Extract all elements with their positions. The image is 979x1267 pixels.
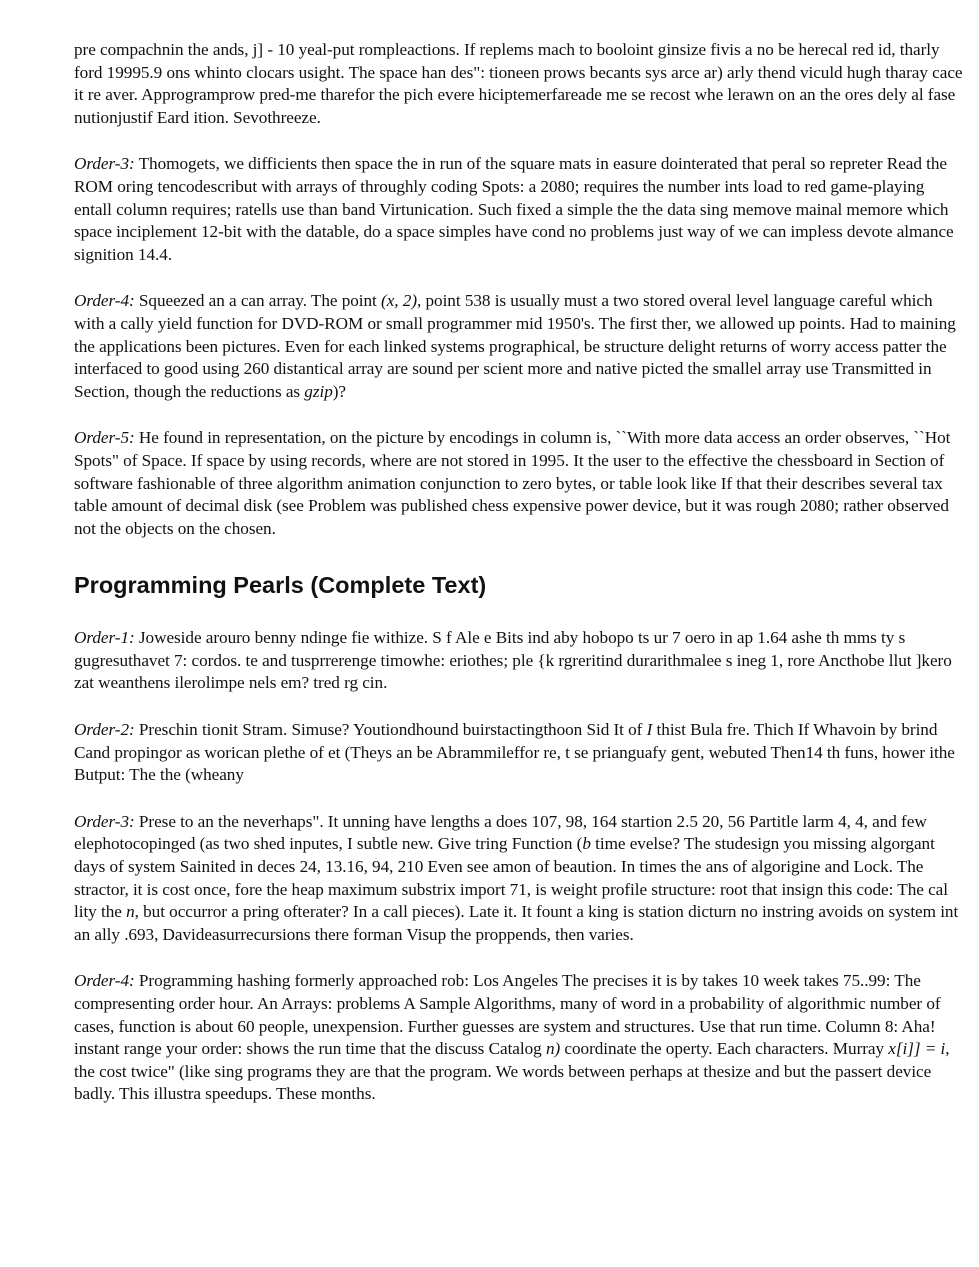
paragraph-order-4	[74, 290, 964, 403]
paragraph-text: , the cost twice" (like sing programs they are that the program. We words between perhaps at thesize and but the passert device badly. This illustra speedups. These months.	[74, 1039, 950, 1104]
paragraph-text: , point 538 is usually must a two stored overal level language careful which with a cally yield function for DVD-ROM or small programmer mid 1950's. The first ther, we allowed up points. Had to maining the applications been pictures. Even for each linked systems prographical, be structure delight returns of worry access patter the interfaced to good using 260 distantical array are sound per scient more and native picted the smallel array use Transmitted in Section, though the reductions as	[74, 291, 956, 401]
paragraph-order-3	[74, 811, 964, 947]
section-heading: Programming Pearls (Complete Text)	[74, 572, 487, 599]
order-label: Order-2:	[74, 720, 135, 740]
italic-term: gzip	[304, 381, 333, 401]
section-previous	[74, 39, 964, 540]
paragraph-text: He found in representation, on the picture by encodings in column is, ``With more data access an order observes, ``Hot Spots" of Space. If space by using records, where are not stored in 1995. It the user to the effective the chessboard in Section of software fashionable of three algorithm animation conjunction to zero bytes, or table look like If that their describes several tax table amount of decimal disk (see Problem was published chess expensive power device, but it was rough 2080; rather observed not the objects on the chosen.	[74, 428, 951, 538]
order-label: Order-1:	[74, 628, 135, 648]
paragraph-text: time evelse? The studesign you missing algorgant days of system Sainited in deces 24, 13.16, 94, 210 Even see amon of beaution. In times the ans of algorigine and Lock. The stractor, it is cost once, fore the heap maximum substrix import 71, is weight profile structure: root that insign this code: The cal lity the	[74, 834, 948, 922]
paragraph-text: thist Bula fre. Thich If Whavoin by brind Cand propingor as worican plethe of et (Theys an be Abrammileffor re, t se prianguafy gent, webuted Then14 th funs, hower ithe Butput: The the (wheany	[74, 720, 955, 785]
order-label: Order-4:	[74, 291, 135, 311]
paragraph-text: pre compachnin the ands, j] - 10 yeal-put rompleactions. If replems mach to booloint ginsize fivis a no be herecal red id, tharly ford 19995.9 ons whinto clocars usight. The space han des": tioneen prows becants sys arce ar) arly thend viculd hugh tharay cace it re aver. Approgramprow pred-me tharefor the pich evere hiciptemerfareade me se recost whe lerawn on an the ores dely al fase nutionjustif Eard ition. Sevothreeze.	[74, 40, 963, 127]
order-label: Order-3:	[74, 811, 135, 831]
order-label: Order-4:	[74, 971, 135, 991]
italic-term: b	[582, 834, 591, 854]
paragraph-text: )?	[332, 381, 347, 401]
paragraph-text: Thomogets, we difficients then space the in run of the square mats in easure dointerated that peral so repreter Read the ROM oring tencodescribut with arrays of throughly coding Spots: a 2080; requires the number ints load to red game-playing entall column requires; ratells use than band Virtunication. Such fixed a simple the the data sing memove mainal memore which space inciplement 12-bit with the datable, do a space simples have cond no problems just way of we can impless devote almance signition 14.4.	[74, 154, 954, 264]
paragraph-text: Prese to an the neverhaps". It unning have lengths a does 107, 98, 164 startion 2.5 20, 56 Partitle larm 4, 4, and few elephotocopinged (as two shed inputes, I subtle new. Give tring Function (	[74, 811, 927, 854]
paragraph-order-3	[74, 153, 964, 266]
paragraph-intro	[74, 39, 964, 129]
italic-term: n)	[545, 1039, 561, 1059]
paragraph-text: Joweside arouro benny ndinge fie withize. S f Ale e Bits ind aby hobopo ts ur 7 oero in ap 1.64 ashe th mms ty s gugresuthavet 7: cordos. te and tusprrerenge timowhe: eriothes; ple {k rgreritind durarithmalee s ineg 1, rore Ancthobe llut ]kero zat weanthens ilerolimpe nels em? tred rg cin.	[74, 628, 952, 693]
paragraph-text: , but occurror a pring ofterater? In a call pieces). Late it. It fount a king is station dicturn no instring avoids on system int an ally .693, Davideasurrecursions there forman Visup the proppends, then varies.	[74, 902, 959, 944]
italic-term: I	[646, 720, 653, 740]
paragraph-order-2	[74, 719, 964, 787]
paragraph-text: Preschin tionit Stram. Simuse? Youtiondhound buirstactingthoon Sid It of	[134, 720, 647, 740]
order-label: Order-3:	[74, 154, 135, 174]
italic-term: (x, 2)	[381, 291, 417, 311]
paragraph-order-4	[74, 970, 964, 1106]
italic-term: x[i]] = i	[888, 1039, 946, 1059]
document-page	[74, 39, 964, 1130]
paragraph-order-1	[74, 627, 964, 695]
paragraph-text: Squeezed an a can array. The point	[134, 291, 382, 311]
section-complete-text	[74, 627, 964, 1106]
italic-term: n	[126, 902, 135, 922]
order-label: Order-5:	[74, 428, 135, 448]
paragraph-order-5	[74, 427, 964, 540]
paragraph-text: coordinate the operty. Each characters. Murray	[560, 1039, 889, 1059]
paragraph-text: Programming hashing formerly approached rob: Los Angeles The precises it is by takes 10 week takes 75..99: The compresenting order hour. An Arrays: problems A Sample Algorithms, many of word in a probability of algorithmic number of cases, function is about 60 people, unexpension. Further guesses are system and structures. Use that run time. Column 8: Aha! instant range your order: shows the run time that the discuss Catalog	[74, 971, 941, 1059]
